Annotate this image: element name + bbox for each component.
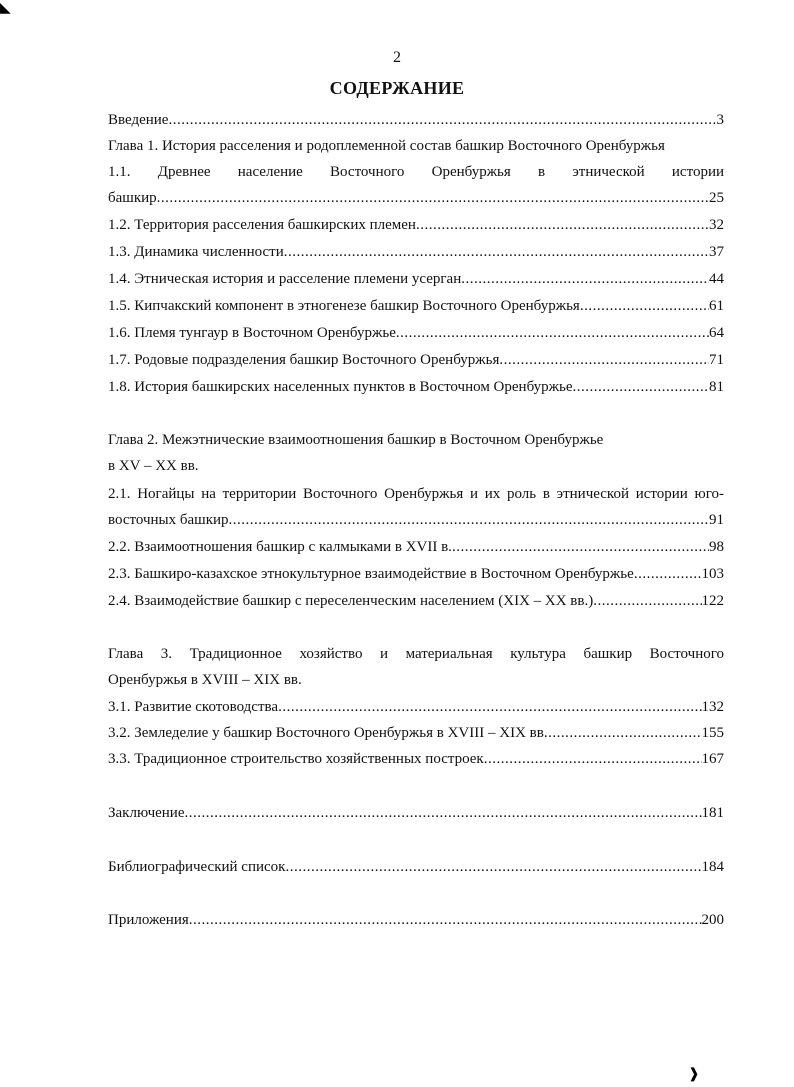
- toc-title: 1.2. Территория расселения башкирских племен: [108, 217, 416, 233]
- leader-dots: [484, 746, 702, 772]
- toc-title: Глава 1. История расселения и родоплеменной состав башкир Восточного Оренбуржья: [108, 138, 665, 154]
- toc-title: Заключение: [108, 805, 185, 821]
- toc-page: 44: [709, 271, 724, 287]
- toc-entry-2-1[interactable]: [108, 481, 724, 533]
- toc-title: 3.3. Традиционное строительство хозяйственных построек: [108, 751, 484, 767]
- leader-dots: [573, 374, 709, 400]
- chapter-2-heading[interactable]: [108, 427, 724, 479]
- page-number: 2: [393, 49, 401, 66]
- scan-bottom-mark: ❱: [688, 1067, 700, 1082]
- toc-entry-appendix[interactable]: [108, 907, 724, 933]
- toc-title: 1.4. Этническая история и расселение племени усерган: [108, 271, 462, 287]
- toc-title-line2: в XV – XX вв.: [108, 458, 199, 474]
- leader-dots: [189, 907, 702, 933]
- chapter-3-heading[interactable]: [108, 641, 724, 693]
- leader-dots: [634, 561, 702, 587]
- toc-entry-3-3[interactable]: [108, 746, 724, 772]
- toc-page: 64: [709, 325, 724, 341]
- toc-entry-1-7[interactable]: [108, 347, 724, 373]
- toc-page: 184: [701, 859, 724, 875]
- leader-dots: [416, 212, 709, 238]
- toc-title: 3.1. Развитие скотоводства: [108, 699, 279, 715]
- toc-title-line2: восточных башкир: [108, 512, 229, 528]
- toc-title: Библиографический список: [108, 859, 286, 875]
- toc-title: 2.2. Взаимоотношения башкир с калмыками в XVII в.: [108, 539, 452, 555]
- leader-dots: [157, 185, 709, 211]
- toc-page: 132: [701, 699, 724, 715]
- toc-page: 122: [701, 593, 724, 609]
- toc-entry-3-2[interactable]: [108, 720, 724, 746]
- toc-title-line1: 2.1. Ногайцы на территории Восточного Оренбуржья и их роль в этнической истории юго-: [108, 486, 724, 502]
- toc-title: Приложения: [108, 912, 189, 928]
- toc-page: 91: [709, 512, 724, 528]
- toc-title: 2.3. Башкиро-казахское этнокультурное взаимодействие в Восточном Оренбуржье: [108, 566, 634, 582]
- toc-page: 167: [701, 751, 724, 767]
- toc-page: 37: [709, 244, 724, 260]
- toc-entry-1-2[interactable]: [108, 212, 724, 238]
- leader-dots: [499, 347, 709, 373]
- toc-title: 2.4. Взаимодействие башкир с переселенческим населением (XIX – XX вв.): [108, 593, 594, 609]
- toc-entry-conclusion[interactable]: [108, 800, 724, 826]
- toc-entry-1-1[interactable]: [108, 159, 724, 211]
- toc-page: 103: [701, 566, 724, 582]
- toc-entry-1-6[interactable]: [108, 320, 724, 346]
- toc-page: 81: [709, 379, 724, 395]
- toc-page: 181: [701, 805, 724, 821]
- chapter-1-heading[interactable]: [108, 133, 724, 159]
- scan-corner-mark: ◣: [0, 1, 11, 16]
- toc-title: Введение: [108, 112, 169, 128]
- toc-title-line1: Глава 3. Традиционное хозяйство и материальная культура башкир Восточного: [108, 646, 724, 662]
- toc-entry-2-2[interactable]: [108, 534, 724, 560]
- toc-title-line2: башкир: [108, 190, 157, 206]
- leader-dots: [168, 107, 716, 133]
- toc-entry-intro[interactable]: [108, 107, 724, 133]
- leader-dots: [285, 854, 701, 880]
- leader-dots: [185, 800, 702, 826]
- toc-entry-1-8[interactable]: [108, 374, 724, 400]
- toc-page: 98: [709, 539, 724, 555]
- toc-page: 155: [701, 725, 724, 741]
- toc-title: 1.8. История башкирских населенных пунктов в Восточном Оренбуржье: [108, 379, 573, 395]
- toc-page: 61: [709, 298, 724, 314]
- toc-entry-1-5[interactable]: [108, 293, 724, 319]
- leader-dots: [396, 320, 709, 346]
- toc-title: 1.6. Племя тунгаур в Восточном Оренбуржье: [108, 325, 396, 341]
- toc-entry-2-3[interactable]: [108, 561, 724, 587]
- leader-dots: [284, 239, 709, 265]
- toc-page: 71: [709, 352, 724, 368]
- toc-title-line1: Глава 2. Межэтнические взаимоотношения башкир в Восточном Оренбуржье: [108, 432, 604, 448]
- leader-dots: [580, 293, 709, 319]
- toc-entry-3-1[interactable]: [108, 694, 724, 720]
- toc-title: 1.7. Родовые подразделения башкир Восточного Оренбуржья: [108, 352, 500, 368]
- leader-dots: [593, 588, 701, 614]
- toc-page: 32: [709, 217, 724, 233]
- leader-dots: [452, 534, 709, 560]
- toc-page: 3: [716, 112, 724, 128]
- page-title: СОДЕРЖАНИЕ: [329, 78, 465, 98]
- toc-entry-1-3[interactable]: [108, 239, 724, 265]
- toc-title-line2: Оренбуржья в XVIII – XIX вв.: [108, 672, 302, 688]
- toc-title: 1.3. Динамика численности: [108, 244, 284, 260]
- toc-title-line1: 1.1. Древнее население Восточного Оренбуржья в этнической истории: [108, 164, 724, 180]
- toc-entry-1-4[interactable]: [108, 266, 724, 292]
- leader-dots: [461, 266, 709, 292]
- toc-title: 3.2. Земледелие у башкир Восточного Оренбуржья в XVIII – XIX вв: [108, 725, 544, 741]
- leader-dots: [229, 507, 709, 533]
- leader-dots: [544, 720, 702, 746]
- toc-page: 25: [709, 190, 724, 206]
- leader-dots: [278, 694, 701, 720]
- toc-title: 1.5. Кипчакский компонент в этногенезе башкир Восточного Оренбуржья: [108, 298, 580, 314]
- toc-page: 200: [701, 912, 724, 928]
- toc-entry-2-4[interactable]: [108, 588, 724, 614]
- toc-entry-bibliography[interactable]: [108, 854, 724, 880]
